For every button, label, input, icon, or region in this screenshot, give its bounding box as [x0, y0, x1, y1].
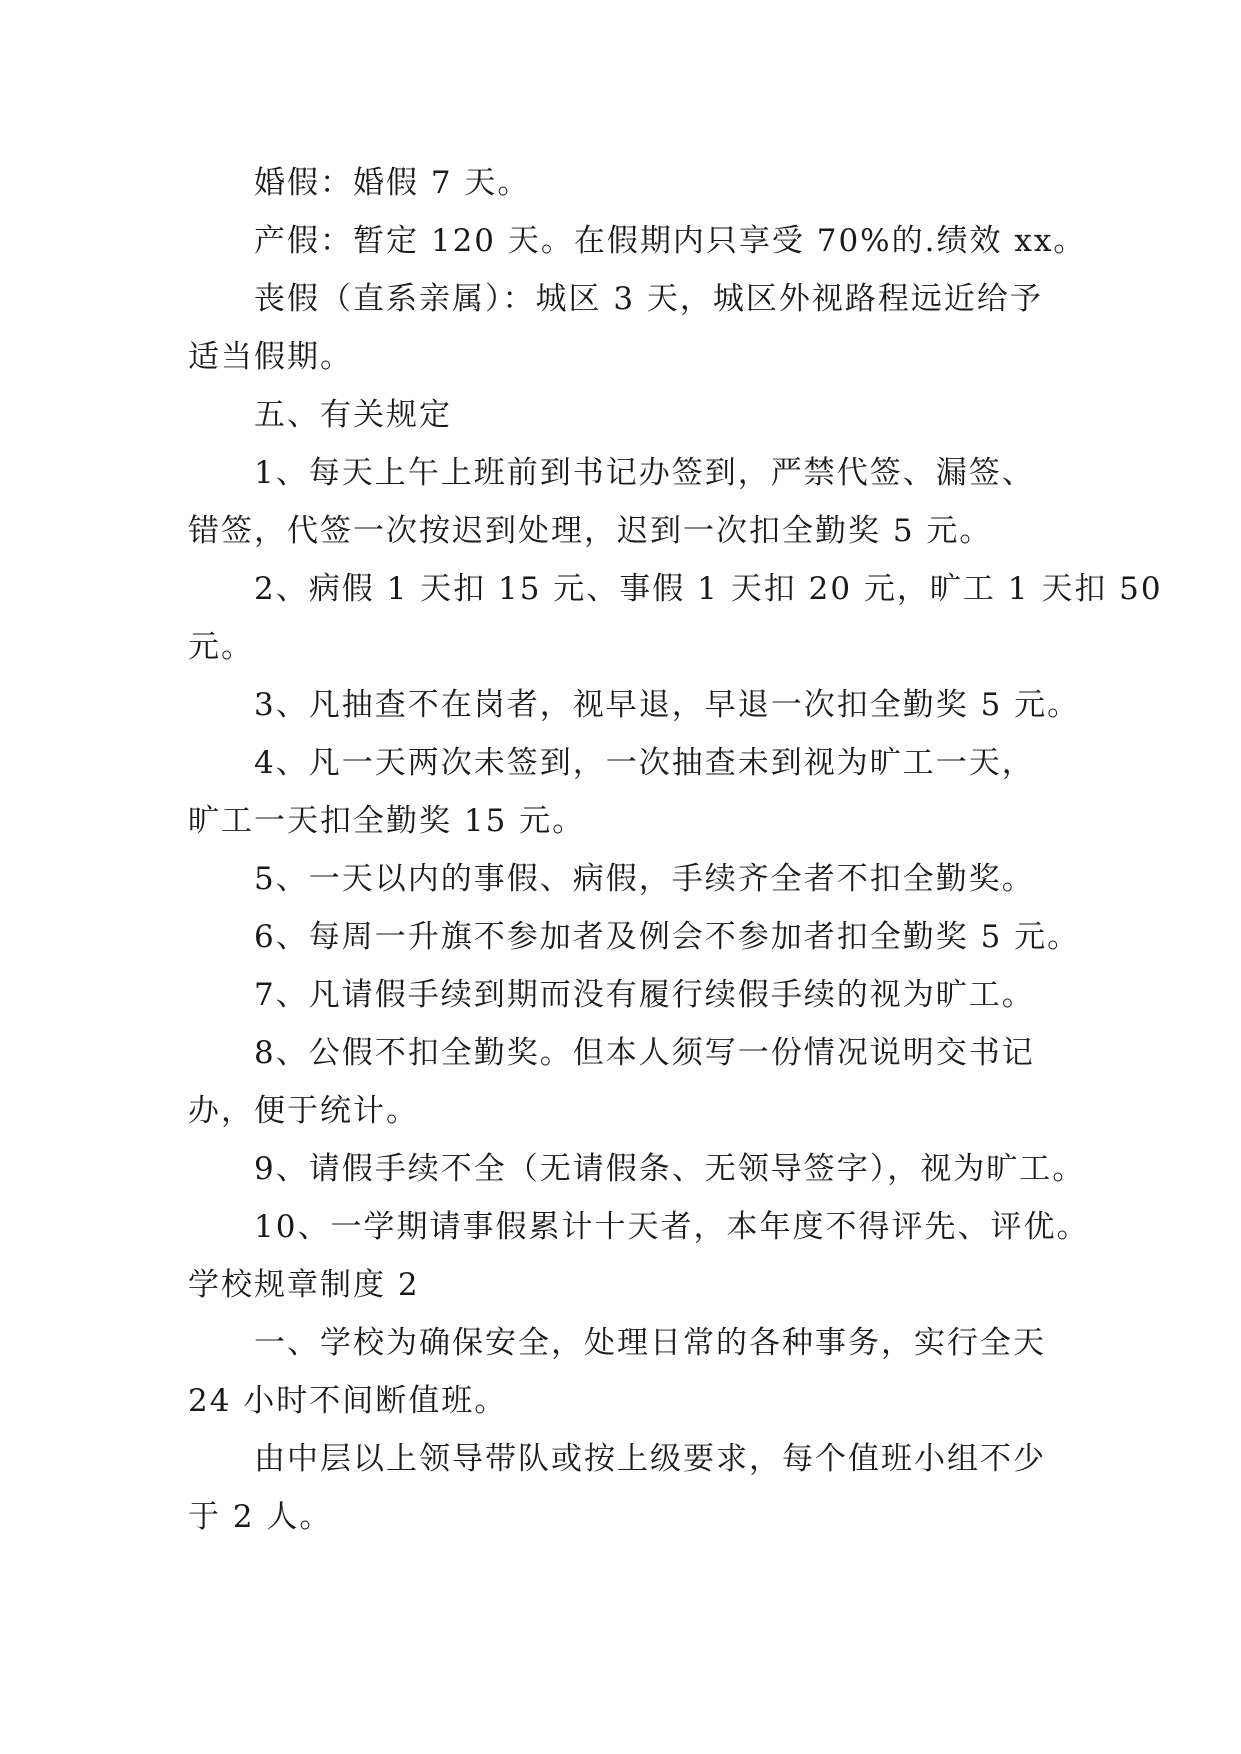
text-line-rule-5: 5、一天以内的事假、病假，手续齐全者不扣全勤奖。 [254, 861, 1035, 897]
text-line-marriage-leave: 婚假：婚假 7 天。 [254, 165, 531, 201]
text-line-rule-7: 7、凡请假手续到期而没有履行续假手续的视为旷工。 [254, 977, 1035, 1013]
text-line-rule-4-cont: 旷工一天扣全勤奖 15 元。 [188, 803, 586, 839]
text-line-rule-10: 10、一学期请事假累计十天者，本年度不得评先、评优。 [254, 1209, 1090, 1245]
section-heading-rules: 五、有关规定 [254, 397, 452, 433]
text-line-rule-1: 1、每天上午上班前到书记办签到，严禁代签、漏签、 [254, 455, 1035, 491]
text-line-funeral-leave-cont: 适当假期。 [188, 339, 353, 375]
text-line-rule-2: 2、病假 1 天扣 15 元、事假 1 天扣 20 元，旷工 1 天扣 50 [254, 571, 1163, 607]
text-line-rule-1-cont: 错签，代签一次按迟到处理，迟到一次扣全勤奖 5 元。 [188, 513, 993, 549]
text-line-maternity-leave: 产假：暂定 120 天。在假期内只享受 70%的.绩效 xx。 [254, 223, 1087, 259]
section-title-school-rules-2: 学校规章制度 2 [188, 1267, 420, 1303]
text-line-rule-6: 6、每周一升旗不参加者及例会不参加者扣全勤奖 5 元。 [254, 919, 1081, 955]
text-line-rule-3: 3、凡抽查不在岗者，视早退，早退一次扣全勤奖 5 元。 [254, 687, 1081, 723]
text-line-rule-8-cont: 办，便于统计。 [188, 1093, 419, 1129]
text-line-duty-2: 由中层以上领导带队或按上级要求，每个值班小组不少 [254, 1441, 1046, 1477]
text-line-duty-1-cont: 24 小时不间断值班。 [188, 1383, 508, 1419]
text-line-rule-4: 4、凡一天两次未签到，一次抽查未到视为旷工一天， [254, 745, 1035, 781]
text-line-duty-1: 一、学校为确保安全，处理日常的各种事务，实行全天 [254, 1325, 1046, 1361]
text-line-funeral-leave: 丧假（直系亲属）：城区 3 天，城区外视路程远近给予 [254, 281, 1043, 317]
text-line-rule-2-cont: 元。 [188, 629, 254, 665]
text-line-duty-2-cont: 于 2 人。 [188, 1499, 333, 1535]
text-line-rule-8: 8、公假不扣全勤奖。但本人须写一份情况说明交书记 [254, 1035, 1035, 1071]
text-line-rule-9: 9、请假手续不全（无请假条、无领导签字），视为旷工。 [254, 1151, 1086, 1187]
